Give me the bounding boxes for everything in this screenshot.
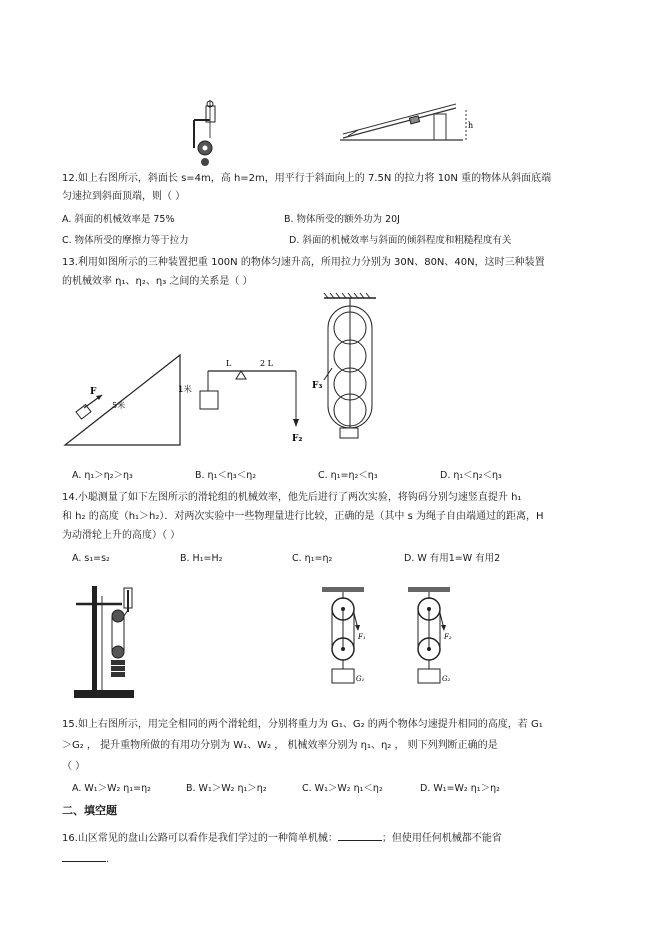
q13-stem-line1: 13.利用如图所示的三种装置把重 100N 的物体匀速升高，所用拉力分别为 30N、80N、40N，这时三种装置 [62, 257, 545, 268]
q13-pulley-figure [310, 292, 380, 442]
q13-label-f2: F₂ [292, 434, 303, 444]
top-pulley-figure [180, 98, 230, 168]
q15-option-b[interactable]: B. W₁＞W₂ η₁＞η₂ [186, 783, 267, 794]
q14-stand-figure [66, 582, 146, 702]
q14-label-f2: F₂ [444, 633, 452, 641]
q14-option-a[interactable]: A. s₁=s₂ [72, 553, 110, 564]
q14-option-d[interactable]: D. W 有用1=W 有用2 [404, 553, 501, 564]
q14-option-b[interactable]: B. H₁=H₂ [180, 553, 223, 564]
svg-text:h: h [468, 121, 474, 130]
top-incline-figure [338, 100, 478, 150]
q13-label-f3: F₃ [312, 381, 323, 391]
q15-stem-line3: （ ） [62, 761, 86, 772]
q16-stem-part-a: 16.山区常见的盘山公路可以看作是我们学过的一种简单机械： [62, 833, 338, 844]
q12-option-a[interactable]: A. 斜面的机械效率是 75% [62, 214, 175, 225]
q15-stem-line1: 15.如上右图所示，用完全相同的两个滑轮组，分别将重力为 G₁、G₂ 的两个物体匀速提升相同的高度，若 G₁ [62, 719, 543, 730]
q12-stem-line2: 匀速拉到斜面顶端，则（ ） [62, 191, 186, 202]
q13-option-c[interactable]: C. η₁=η₂＜η₃ [318, 470, 378, 481]
q13-label-height: 1米 [178, 385, 192, 395]
q14-pulley-system-1 [318, 585, 378, 690]
q12-option-c[interactable]: C. 物体所受的摩擦力等于拉力 [62, 235, 189, 246]
q13-lever-figure [196, 357, 306, 447]
q16-blank-1[interactable] [338, 830, 382, 841]
q14-option-c[interactable]: C. η₁=η₂ [292, 553, 333, 564]
q13-label-l: L [226, 359, 232, 368]
q15-option-d[interactable]: D. W₁=W₂ η₁＞η₂ [420, 783, 500, 794]
q16-stem-line2 [62, 851, 109, 867]
q14-label-f1: F₁ [358, 633, 366, 641]
q13-option-b[interactable]: B. η₁＜η₃＜η₂ [195, 470, 257, 481]
q14-pulley-system-2 [404, 585, 464, 690]
q12-stem-line1: 12.如上右图所示，斜面长 s=4m，高 h=2m，用平行于斜面向上的 7.5N 的拉力将 10N 重的物体从斜面底端 [62, 173, 552, 184]
q14-stem-line3: 为动滑轮上升的高度）（ ） [62, 530, 181, 541]
q15-option-c[interactable]: C. W₁＞W₂ η₁＜η₂ [302, 783, 383, 794]
q14-stem-line1: 14.小聪测量了如下左图所示的滑轮组的机械效率，他先后进行了两次实验，将钩码分别匀速竖直提升 h₁ [62, 492, 522, 503]
q13-option-d[interactable]: D. η₁＜η₂＜η₃ [440, 470, 502, 481]
q13-option-a[interactable]: A. η₁＞η₂＞η₃ [72, 470, 133, 481]
q16-stem-tail: . [106, 854, 110, 865]
q12-option-b[interactable]: B. 物体所受的额外功为 20J [284, 214, 400, 225]
q12-option-d[interactable]: D. 斜面的机械效率与斜面的倾斜程度和粗糙程度有关 [289, 235, 512, 246]
q16-blank-2[interactable] [62, 851, 106, 862]
q15-stem-line2: ＞G₂ ， 提升重物所做的有用功分别为 W₁、W₂ ， 机械效率分别为 η₁、η₂ ， 则下列判断正确的是 [62, 740, 498, 751]
section-fill-in-title: 二、填空题 [62, 804, 117, 817]
q14-stem-line2: 和 h₂ 的高度（h₁＞h₂）．对两次实验中一些物理量进行比较，正确的是（其中 s 为绳子自由端通过的距离，H [62, 511, 544, 522]
q13-label-2l: 2 L [260, 359, 273, 368]
q14-label-g1: G₁ [356, 675, 365, 683]
q13-incline-figure [60, 350, 185, 450]
q13-label-f: F [90, 387, 97, 397]
q14-label-g2: G₂ [442, 675, 451, 683]
q16-stem-line1 [62, 830, 502, 846]
q13-stem-line2: 的机械效率 η₁、η₂、η₃ 之间的关系是（ ） [62, 276, 253, 287]
q15-option-a[interactable]: A. W₁＞W₂ η₁=η₂ [72, 783, 151, 794]
q16-stem-part-b: ；但使用任何机械都不能省 [381, 833, 502, 844]
q13-label-length: 5米 [112, 401, 126, 410]
